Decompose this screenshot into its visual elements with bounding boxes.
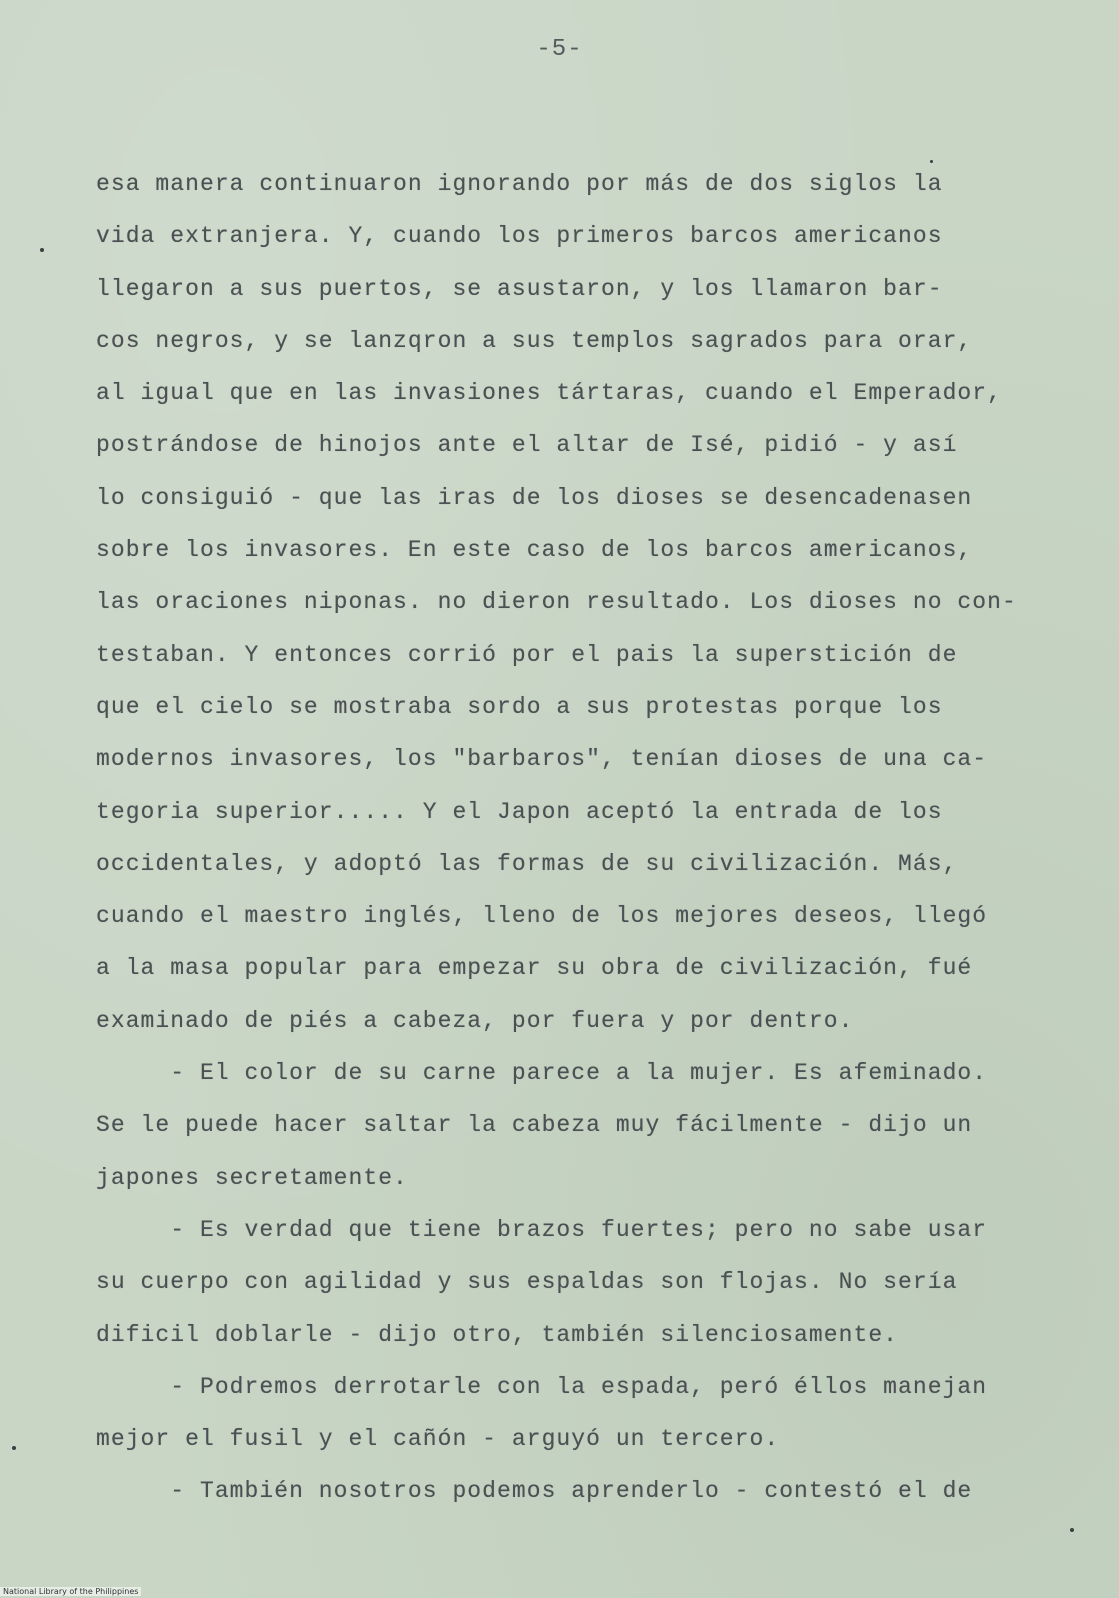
text-line: japones secretamente. <box>96 1164 408 1191</box>
text-line: mejor el fusil y el cañón - arguyó un tercero. <box>96 1426 780 1453</box>
ink-speck <box>1070 1528 1074 1532</box>
text-line: dificil doblarle - dijo otro, también silenciosamente. <box>96 1321 899 1348</box>
page-number: -5- <box>536 36 583 63</box>
text-line: vida extranjera. Y, cuando los primeros barcos americanos <box>96 223 943 250</box>
text-line: llegaron a sus puertos, se asustaron, y los llamaron bar- <box>96 275 943 302</box>
text-line: que el cielo se mostraba sordo a sus protestas porque los <box>96 693 943 720</box>
text-line: - Podremos derrotarle con la espada, peró éllos manejan <box>96 1373 988 1400</box>
text-line: - El color de su carne parece a la mujer. Es afeminado. <box>96 1060 988 1087</box>
text-line: postrándose de hinojos ante el altar de Isé, pidió - y así <box>96 432 958 459</box>
text-line: Se le puede hacer saltar la cabeza muy fácilmente - dijo un <box>96 1112 973 1139</box>
text-line: las oraciones niponas. no dieron resultado. Los dioses no con- <box>96 589 1017 616</box>
text-line: tegoria superior..... Y el Japon aceptó la entrada de los <box>96 798 943 825</box>
text-line: esa manera continuaron ignorando por más de dos siglos la <box>96 171 943 197</box>
text-line: cos negros, y se lanzqron a sus templos sagrados para orar, <box>96 327 973 354</box>
text-line: testaban. Y entonces corrió por el pais la superstición de <box>96 641 958 668</box>
text-line: su cuerpo con agilidad y sus espaldas son flojas. No sería <box>96 1269 958 1296</box>
text-line: a la masa popular para empezar su obra de civilización, fué <box>96 955 973 982</box>
text-line: sobre los invasores. En este caso de los barcos americanos, <box>96 537 973 564</box>
text-line: - Es verdad que tiene brazos fuertes; pero no sabe usar <box>96 1216 988 1243</box>
library-watermark: National Library of the Philippines <box>0 1587 141 1596</box>
text-line: occidentales, y adoptó las formas de su civilización. Más, <box>96 850 958 877</box>
text-line: examinado de piés a cabeza, por fuera y por dentro. <box>96 1007 854 1034</box>
text-line: al igual que en las invasiones tártaras, cuando el Emperador, <box>96 380 1002 407</box>
text-line: - También nosotros podemos aprenderlo - contestó el de <box>96 1478 973 1505</box>
ink-speck <box>12 1446 16 1450</box>
text-line: cuando el maestro inglés, lleno de los mejores deseos, llegó <box>96 903 988 930</box>
ink-speck <box>930 160 933 163</box>
typewritten-body <box>96 158 1076 1518</box>
text-line: modernos invasores, los "barbaros", tenían dioses de una ca- <box>96 746 988 773</box>
text-line: lo consiguió - que las iras de los dioses se desencadenasen <box>96 484 973 511</box>
ink-speck <box>40 248 44 252</box>
